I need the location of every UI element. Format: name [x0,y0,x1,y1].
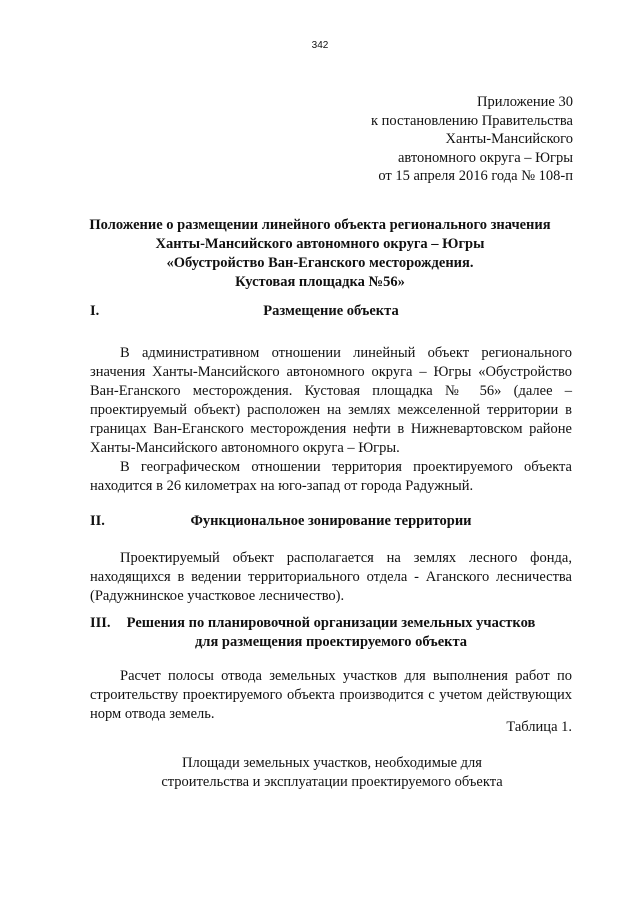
document-title [70,216,570,292]
appendix-block [371,93,573,186]
title-line: Ханты-Мансийского автономного округа – Югры [155,236,485,252]
section-title-line: Решения по планировочной организации земельных участков [126,615,536,631]
section-title-line: для размещения проектируемого объекта [194,634,468,650]
paragraph: Проектируемый объект располагается на землях лесного фонда, находящихся в ведении территориального отдела - Аганского лесничества (Радужнинское участковое лесничество). [90,550,572,604]
section-number: III. [90,615,111,631]
paragraph: В административном отношении линейный объект регионального значения Ханты-Мансийского автономного округа – Югры «Обустройство Ван-Еганского месторождения. Кустовая площадка № 56» (далее – проектируемый объект) расположен на землях межселенной территории в границах Ван-Еганского месторождения нефти в Нижневартовском районе Ханты-Мансийского автономного округа – Югры. [90,345,572,456]
section-number: I. [90,303,100,319]
title-line: «Обустройство Ван-Еганского месторождения. [166,255,474,271]
appendix-line: к постановлению Правительства [371,112,573,129]
paragraph: В географическом отношении территория проектируемого объекта находится в 26 километрах на юго-запад от города Радужный. [90,459,572,494]
appendix-line: Ханты-Мансийского [445,131,573,147]
appendix-line: Приложение 30 [477,94,573,110]
section-body-1 [90,344,572,496]
section-body-3 [90,667,572,724]
title-line: Положение о размещении линейного объекта регионального значения [89,217,551,233]
appendix-line: автономного округа – Югры [397,149,573,166]
appendix-line: от 15 апреля 2016 года № 108-п [378,168,573,184]
caption-line: строительства и эксплуатации проектируемого объекта [161,774,503,790]
section-heading-3 [90,614,572,652]
paragraph: Расчет полосы отвода земельных участков для выполнения работ по строительству проектируемого объекта производится с учетом действующих норм отвода земель. [90,668,572,722]
page-number: 342 [311,40,329,51]
section-heading-1 [90,302,572,321]
title-line: Кустовая площадка №56» [235,274,405,290]
table-caption [100,754,564,792]
table-label: Таблица 1. [506,719,572,735]
section-body-2 [90,549,572,606]
section-number: II. [90,513,105,529]
section-title: Размещение объекта [263,303,399,319]
caption-line: Площади земельных участков, необходимые для [182,755,482,771]
section-heading-2 [90,512,572,531]
section-title: Функциональное зонирование территории [190,513,472,529]
